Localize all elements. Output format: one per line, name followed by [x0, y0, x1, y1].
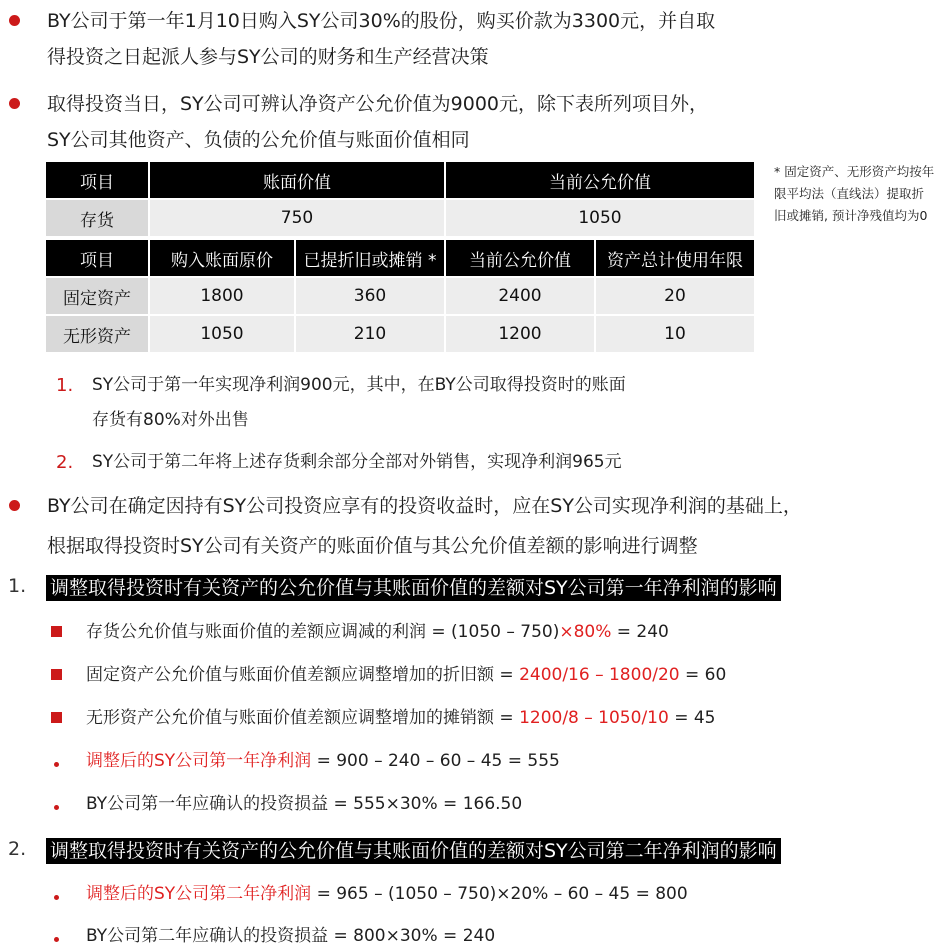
fact-number-1: 1. — [56, 375, 74, 396]
table-header: 项目 — [46, 240, 148, 276]
table-cell: 2400 — [446, 278, 594, 314]
table-cell: 1050 — [446, 200, 754, 236]
item-tail: = 45 — [668, 708, 716, 728]
step-2-number: 2. — [8, 838, 27, 860]
item-red-text: 调整后的SY公司第二年净利润 — [86, 884, 312, 904]
step-1-title: 调整取得投资时有关资产的公允价值与其账面价值的差额对SY公司第一年净利润的影响 — [46, 575, 781, 601]
fact-1-line-2: 存货有80%对外出售 — [92, 410, 249, 430]
item-text: 固定资产公允价值与账面价值差额应调整增加的折旧额 = — [86, 665, 520, 685]
table-cell: 存货 — [46, 200, 148, 236]
footnote-line-3: 旧或摊销, 预计净残值均为0 — [774, 208, 928, 223]
table-header: 当前公允价值 — [446, 240, 594, 276]
table-cell: 1800 — [150, 278, 294, 314]
table-cell: 750 — [150, 200, 444, 236]
bullet-dot-icon — [9, 15, 20, 26]
item-tail: = 240 — [611, 622, 669, 642]
step-1-item-2 — [86, 662, 726, 688]
table-header: 当前公允价值 — [446, 162, 754, 198]
small-bullet-icon — [54, 895, 59, 900]
asset-table — [44, 238, 756, 354]
table-header: 资产总计使用年限 — [596, 240, 754, 276]
step-2-title: 调整取得投资时有关资产的公允价值与其账面价值的差额对SY公司第二年净利润的影响 — [46, 838, 781, 864]
inventory-table — [44, 160, 756, 238]
table-cell: 无形资产 — [46, 316, 148, 352]
table-cell: 1200 — [446, 316, 594, 352]
item-text: 存货公允价值与账面价值的差额应调减的利润 = (1050 – 750) — [86, 622, 560, 642]
bullet-dot-icon — [9, 500, 20, 511]
table-cell: 固定资产 — [46, 278, 148, 314]
table-cell: 10 — [596, 316, 754, 352]
table-header: 账面价值 — [150, 162, 444, 198]
table-cell: 1050 — [150, 316, 294, 352]
table-row — [46, 316, 754, 352]
step-2-item-1 — [86, 881, 688, 907]
principle-line-1: BY公司在确定因持有SY公司投资应享有的投资收益时，应在SY公司实现净利润的基础上， — [47, 495, 802, 517]
item-tail: = 900 – 240 – 60 – 45 = 555 — [311, 751, 560, 771]
item-tail: = 965 – (1050 – 750)×20% – 60 – 45 = 800 — [311, 884, 688, 904]
step-1-item-4 — [86, 748, 560, 774]
footnote-line-1: * 固定资产、无形资产均按年 — [774, 164, 935, 179]
table-cell: 20 — [596, 278, 754, 314]
table-cell: 360 — [296, 278, 444, 314]
table-header: 项目 — [46, 162, 148, 198]
fact-number-2: 2. — [56, 452, 74, 473]
intro-bullet-1-line-1: BY公司于第一年1月10日购入SY公司30%的股份，购买价款为3300元，并自取 — [47, 10, 716, 32]
item-red-text: 调整后的SY公司第一年净利润 — [86, 751, 312, 771]
step-1-number: 1. — [8, 575, 27, 597]
square-bullet-icon — [51, 626, 62, 637]
table-row — [46, 278, 754, 314]
small-bullet-icon — [54, 937, 59, 942]
table-cell: 210 — [296, 316, 444, 352]
item-red-text: ×80% — [559, 622, 612, 642]
footnote-line-2: 限平均法（直线法）提取折 — [774, 186, 925, 201]
item-red-text: 1200/8 – 1050/10 — [519, 708, 669, 728]
square-bullet-icon — [51, 669, 62, 680]
principle-line-2: 根据取得投资时SY公司有关资产的账面价值与其公允价值差额的影响进行调整 — [47, 535, 698, 557]
intro-bullet-2-line-1: 取得投资当日，SY公司可辨认净资产公允价值为9000元，除下表所列项目外， — [47, 93, 709, 115]
small-bullet-icon — [54, 762, 59, 767]
item-red-text: 2400/16 – 1800/20 — [519, 665, 680, 685]
table-header: 已提折旧或摊销 * — [296, 240, 444, 276]
small-bullet-icon — [54, 805, 59, 810]
fact-1-line-1: SY公司于第一年实现净利润900元，其中，在BY公司取得投资时的账面 — [92, 375, 626, 395]
step-1-item-5: BY公司第一年应确认的投资损益 = 555×30% = 166.50 — [86, 794, 523, 814]
table-header: 购入账面原价 — [150, 240, 294, 276]
step-2-item-2: BY公司第二年应确认的投资损益 = 800×30% = 240 — [86, 926, 496, 946]
step-1-item-1 — [86, 619, 669, 645]
fact-2-line: SY公司于第二年将上述存货剩余部分全部对外销售，实现净利润965元 — [92, 452, 622, 472]
step-1-item-3 — [86, 705, 716, 731]
intro-bullet-2-line-2: SY公司其他资产、负债的公允价值与账面价值相同 — [47, 129, 470, 151]
square-bullet-icon — [51, 712, 62, 723]
item-tail: = 60 — [679, 665, 727, 685]
bullet-dot-icon — [9, 98, 20, 109]
item-text: 无形资产公允价值与账面价值差额应调整增加的摊销额 = — [86, 708, 520, 728]
intro-bullet-1-line-2: 得投资之日起派人参与SY公司的财务和生产经营决策 — [47, 46, 489, 68]
